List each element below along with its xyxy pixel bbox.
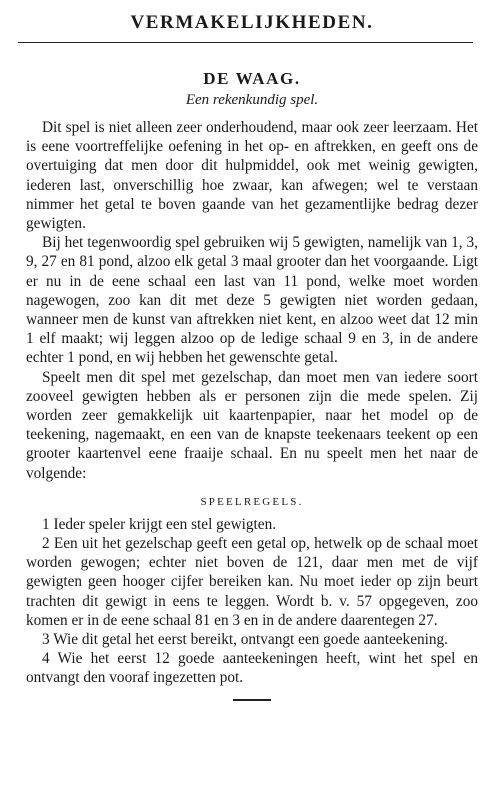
rule-3: 3 Wie dit getal het eerst bereikt, ontvangt een goede aanteekening.: [42, 631, 449, 649]
rule-1: 1 Ieder speler krijgt een stel gewigten.: [42, 515, 277, 533]
paragraph-3: Speelt men dit spel met gezelschap, dan moet men van iedere soort zooveel gewigten hebben als er personen zijn die mede spelen. Zij worden zeer gemakkelijk uit kaartenpapier, naar het model op de teekening, nagemaakt, en een van de knapste teekenaars teekent op een grooter kaartenvel eene fraaije schaal. En nu speelt men het naar de volgende:: [26, 368, 478, 482]
end-rule: [233, 699, 271, 701]
running-header: VERMAKELIJKHEDEN.: [130, 12, 374, 33]
rule-4: 4 Wie het eerst 12 goede aanteekeningen heeft, wint het spel en ontvangt den vooraf ingezetten pot.: [26, 650, 478, 687]
rule-2: 2 Een uit het gezelschap geeft een getal op, hetwelk op de schaal moet worden gewogen; echter niet boven de 121, daar men met de vijf gewigten geen hooger cijfer bereiken kan. Nu moet ieder op zijn beurt trachten dit gewigt in eens te leggen. Wordt b. v. 57 opgegeven, zoo komen er in de eene schaal 81 en 3 en in de andere daarentegen 27.: [26, 535, 478, 629]
header-rule: [18, 42, 473, 43]
paragraph-1: Dit spel is niet alleen zeer onderhoudend, maar ook zeer leerzaam. Het is eene voortreffelijke oefening in het op- en aftrekken, en geeft ons de overtuiging dat men door dit hulpmiddel, ook met weinig gewigten, iederen last, onverschillig hoe zwaar, kan afwegen; wel te verstaan nimmer het getal te boven gaande van het gezamentlijke bedrag dezer gewigten.: [26, 119, 478, 233]
rules-heading: SPEELREGELS.: [200, 495, 304, 508]
paragraph-2: Bij het tegenwoordig spel gebruiken wij 5 gewigten, namelijk van 1, 3, 9, 27 en 81 pond, alzoo elk getal 3 maal grooter dan het voorgaande. Ligt er nu in de eene schaal een last van 11 pond, welke moet worden nagewogen, zoo kan dit met deze 5 gewigten niet worden gedaan, wanneer men de kunst van aftrekken niet kent, en alzoo weet dat 12 min 1 elf maakt; wij leggen alzoo op de ledige schaal 9 en 3, in de andere echter 1 pond, en wij hebben het gewenschte getal.: [26, 234, 478, 367]
article-body: [26, 118, 478, 688]
article-title: DE WAAG.: [203, 69, 301, 88]
rules-list: [26, 515, 478, 688]
article-subtitle: Een rekenkundig spel.: [185, 92, 319, 108]
